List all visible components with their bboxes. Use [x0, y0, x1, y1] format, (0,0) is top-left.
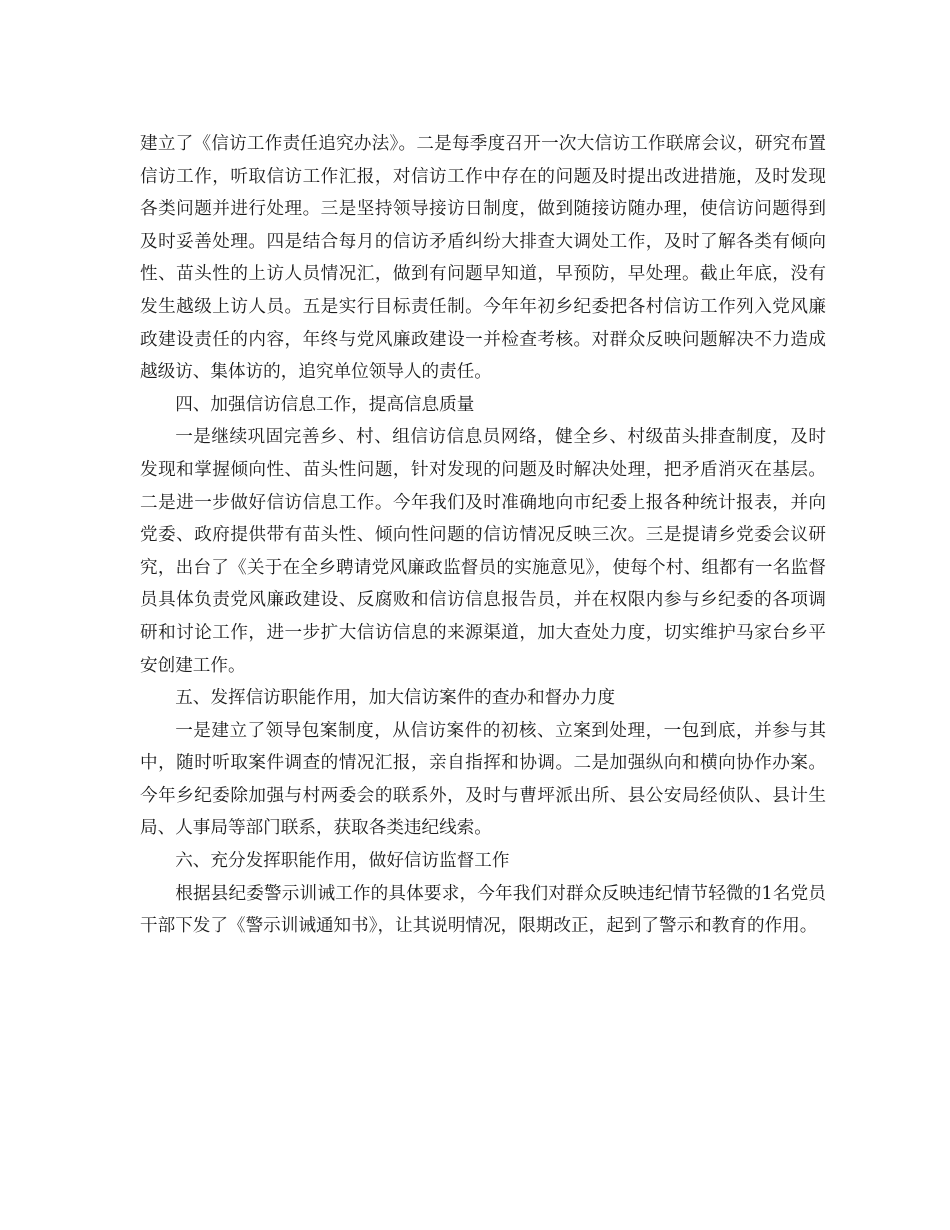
paragraph-section-6: 根据县纪委警示训诫工作的具体要求，今年我们对群众反映违纪情节轻微的1名党员干部下发了《警示训诫通知书》，让其说明情况，限期改正，起到了警示和教育的作用。	[140, 883, 826, 937]
paragraph-section-4: 一是继续巩固完善乡、村、组信访信息员网络，健全乡、村级苗头排查制度，及时发现和掌握倾向性、苗头性问题，针对发现的问题及时解决处理，把矛盾消灭在基层。二是进一步做好信访信息工作。今年我们及时准确地向市纪委上报各种统计报表，并向党委、政府提供带有苗头性、倾向性问题的信访情况反映三次。三是提请乡党委会议研究，出台了《关于在全乡聘请党风廉政监督员的实施意见》，使每个村、组都有一名监督员具体负责党风廉政建设、反腐败和信访信息报告员，并在权限内参与乡纪委的各项调研和讨论工作，进一步扩大信访信息的来源渠道，加大查处力度，切实维护马家台乡平安创建工作。	[140, 427, 826, 676]
section-heading-4: 四、加强信访信息工作，提高信息质量	[175, 394, 475, 415]
section-heading-5: 五、发挥信访职能作用，加大信访案件的查办和督办力度	[175, 688, 616, 709]
section-heading-6: 六、充分发挥职能作用，做好信访监督工作	[175, 851, 510, 872]
paragraph-continuation: 建立了《信访工作责任追究办法》。二是每季度召开一次大信访工作联席会议，研究布置信访工作，听取信访工作汇报，对信访工作中存在的问题及时提出改进措施，及时发现各类问题并进行处理。三是坚持领导接访日制度，做到随接访随办理，使信访问题得到及时妥善处理。四是结合每月的信访矛盾纠纷大排查大调处工作，及时了解各类有倾向性、苗头性的上访人员情况汇，做到有问题早知道，早预防，早处理。截止年底，没有发生越级上访人员。五是实行目标责任制。今年年初乡纪委把各村信访工作列入党风廉政建设责任的内容，年终与党风廉政建设一并检查考核。对群众反映问题解决不力造成越级访、集体访的，追究单位领导人的责任。	[140, 134, 826, 383]
paragraph-section-5: 一是建立了领导包案制度，从信访案件的初核、立案到处理，一包到底，并参与其中，随时听取案件调查的情况汇报，亲自指挥和协调。二是加强纵向和横向协作办案。今年乡纪委除加强与村两委会的联系外，及时与曹坪派出所、县公安局经侦队、县计生局、人事局等部门联系，获取各类违纪线索。	[140, 720, 826, 839]
